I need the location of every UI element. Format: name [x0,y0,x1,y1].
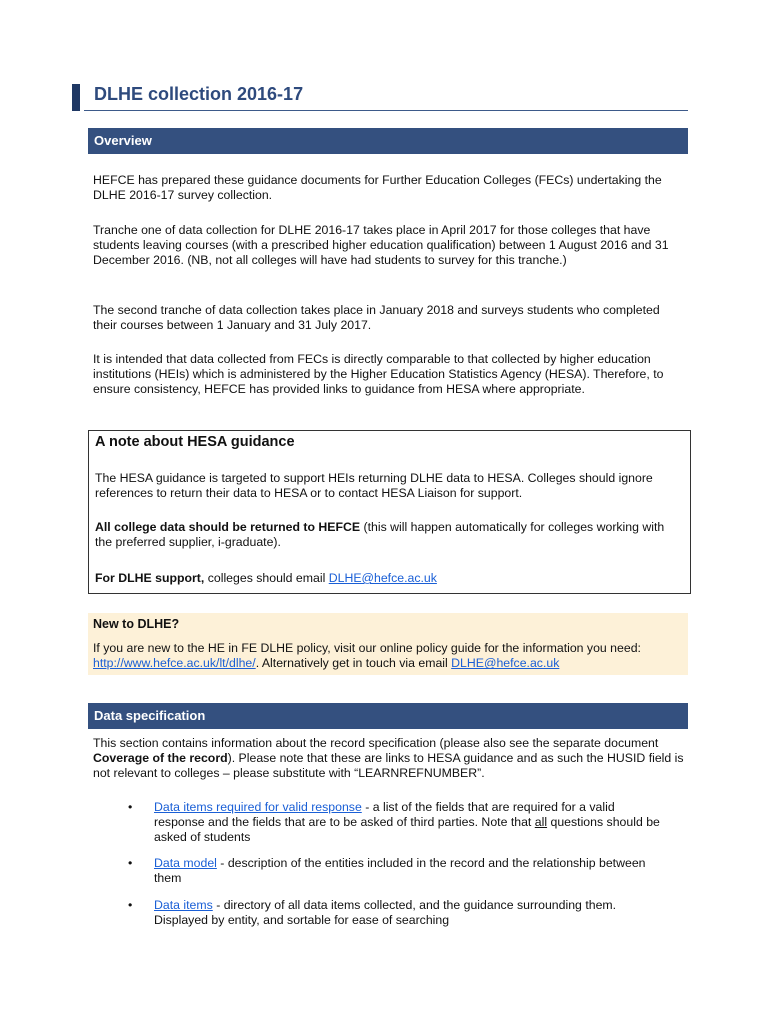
dlhe-support-bold: For DLHE support, [95,571,205,585]
data-specification-heading: Data specification [88,703,688,729]
hesa-guidance-paragraph-2 [95,520,683,550]
overview-paragraph-1: HEFCE has prepared these guidance documents for Further Education Colleges (FECs) undertaking the DLHE 2016-17 survey collection. [93,173,662,203]
data-spec-intro-2: ). Please note that these are links to HESA guidance and as such the HUSID field is not relevant to colleges – please substitute with “LEARNREFNUMBER”. [93,751,684,781]
overview-paragraph-4: It is intended that data collected from FECs is directly comparable to that collected by higher education institutions (HEIs) which is administered by the Higher Education Statistics Agency (HESA). Therefore, to ensure consistency, HEFCE has provided links to guidance from HESA where appropriate. [93,352,664,397]
overview-paragraph-2: Tranche one of data collection for DLHE 2016-17 takes place in April 2017 for those colleges that have students leaving courses (with a prescribed higher education qualification) between 1 August 2016 and 31 December 2016. (NB, not all colleges will have had students to survey for this tranche.) [93,223,669,268]
data-items-valid-response-link[interactable]: Data items required for valid response [154,800,362,814]
dlhe-support-rest: colleges should email [204,571,329,585]
new-to-dlhe-text-2: . Alternatively get in touch via email [255,656,452,671]
new-to-dlhe-panel [88,613,688,675]
data-specification-intro [93,736,685,782]
title-underline [84,110,688,111]
list-item-desc: - directory of all data items collected, and the guidance surrounding them. Displayed by entity, and sortable for ease of searching [154,898,617,928]
policy-guide-link[interactable]: http://www.hefce.ac.uk/lt/dlhe/ [93,656,256,671]
data-spec-intro-1: This section contains information about the record specification (please also see the separate document [93,736,659,750]
hesa-guidance-heading: A note about HESA guidance [95,434,295,450]
dlhe-email-link[interactable]: DLHE@hefce.ac.uk [328,571,437,585]
new-to-dlhe-email-link[interactable]: DLHE@hefce.ac.uk [451,656,560,671]
bullet-icon: • [128,898,133,912]
hesa-guidance-paragraph-3 [95,571,683,586]
page-title: DLHE collection 2016-17 [94,84,304,104]
bullet-icon: • [128,800,133,814]
new-to-dlhe-text [93,641,683,671]
list-item-desc-end: questions should be asked of students [154,815,660,845]
list-item-text [154,898,668,928]
hesa-guidance-box [88,430,691,594]
title-block [72,82,688,112]
overview-paragraph-3: The second tranche of data collection takes place in January 2018 and surveys students who completed their courses between 1 January and 31 July 2017. [93,303,660,333]
hesa-return-bold: All college data should be returned to HEFCE [95,520,361,534]
overview-heading: Overview [88,128,688,154]
list-item-desc: - a list of the fields that are required for a valid response and the fields that are to be asked of third parties. Note that [154,800,615,830]
title-accent-bar [72,84,80,111]
new-to-dlhe-text-1: If you are new to the HE in FE DLHE policy, visit our online policy guide for the information you need: [93,641,641,655]
hesa-return-rest: (this will happen automatically for colleges working with the preferred supplier, i-graduate). [95,520,665,550]
new-to-dlhe-heading: New to DLHE? [93,617,180,631]
hesa-guidance-paragraph-1: The HESA guidance is targeted to support HEIs returning DLHE data to HESA. Colleges should ignore references to return their data to HESA or to contact HESA Liaison for support. [95,471,653,501]
data-items-link[interactable]: Data items [154,898,213,912]
coverage-of-record-bold: Coverage of the record [93,751,228,766]
list-item-text [154,800,668,846]
list-item-desc: - description of the entities included in the record and the relationship between them [154,856,646,886]
data-model-link[interactable]: Data model [154,856,217,870]
bullet-icon: • [128,856,133,870]
list-item-text [154,856,668,886]
all-underlined: all [534,815,548,830]
